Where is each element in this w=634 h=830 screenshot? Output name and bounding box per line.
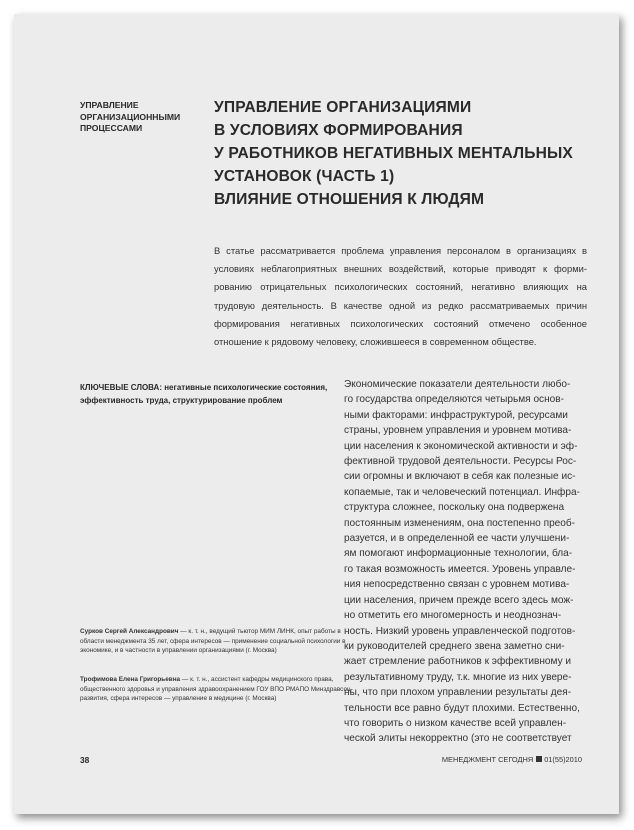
body-line: но отметить его многомерность и неоднознач-: [344, 610, 562, 622]
body-line: разуется, и в определенной ее части улучшени-: [344, 533, 570, 545]
author-note-line: общественного здоровья и управления здравоохранением ГОУ ВПО РМАПО Минздравсоц-: [80, 685, 353, 693]
author-note: [80, 675, 353, 704]
abstract-line: рованию отрицательных психологических состояний, негативно влияющих на: [214, 281, 587, 293]
body-line: жает стремление работников к эффективному и: [344, 656, 572, 668]
body-line: структура сложнее, поскольку она подвержена: [344, 502, 565, 514]
body-line: страны, уровнем управления и уровнем мотива-: [344, 425, 572, 437]
body-line: что говорить о низком качестве всей управлен-: [344, 717, 567, 729]
keywords: [80, 382, 330, 407]
section-label-line: ОРГАНИЗАЦИОННЫМИ: [80, 111, 181, 122]
author-note-text: — к. т. н., ассистент кафедры медицинского права,: [180, 676, 334, 683]
body-line: фективной трудовой деятельности. Ресурсы Рос-: [344, 456, 577, 468]
abstract-line: трудовую деятельность. В качестве одной из редко рассматриваемых причин: [214, 299, 587, 311]
title-line: УПРАВЛЕНИЕ ОРГАНИЗАЦИЯМИ: [214, 99, 472, 116]
title-line: УСТАНОВОК (ЧАСТЬ 1): [214, 168, 395, 185]
article-title: [214, 96, 604, 211]
page-number: 38: [80, 755, 90, 765]
author-note-line: развития, сфера интересов — управление в медицине (г. Москва): [80, 695, 277, 703]
body-line: Экономические показатели деятельности любо-: [344, 379, 571, 390]
author-name: Трофимова Елена Григорьевна: [80, 676, 181, 683]
body-line: го государства определяются четырьмя основ-: [344, 394, 565, 406]
body-line: тельности все равно будут плохими. Естественно,: [344, 702, 580, 714]
keywords-line: эффективность труда, структурирование проблем: [80, 395, 283, 405]
abstract-line: условиях неблагоприятных внешних воздействий, которые приводят к форми-: [214, 263, 587, 275]
article-abstract: [214, 242, 587, 351]
body-line: ческой элиты некорректно (это не соответствует: [344, 733, 572, 745]
body-line: сии огромны и включают в себя как полезные ис-: [344, 471, 576, 483]
author-note-text: — к. т. н., ведущий тьютор МИМ ЛИНК, опыт работы в: [178, 628, 341, 635]
title-line: У РАБОТНИКОВ НЕГАТИВНЫХ МЕНТАЛЬНЫХ: [214, 145, 573, 162]
journal-name: МЕНЕДЖМЕНТ СЕГОДНЯ: [441, 755, 534, 764]
body-line: ными факторами: инфраструктурой, ресурсами: [344, 409, 568, 421]
author-name: Сурков Сергей Александрович: [80, 628, 179, 635]
body-line: результативному труду, т.к. многие из них уверe-: [344, 671, 572, 683]
body-line: ность. Низкий уровень управленческой подготов-: [344, 625, 576, 637]
section-label-line: ПРОЦЕССАМИ: [80, 123, 143, 133]
author-note: [80, 627, 346, 656]
article-body: [344, 377, 587, 747]
body-line: ны, что при плохом управлении результаты дея-: [344, 687, 572, 699]
section-label-line: УПРАВЛЕНИЕ: [80, 100, 139, 110]
body-line: ния непосредственно связан с уровнем мотива-: [344, 579, 570, 591]
body-line: ции населения к экономической активности и эф-: [344, 440, 578, 452]
abstract-line: формирования негативных психологических состояний отмечено особенное: [214, 317, 587, 329]
author-note-line: области менеджмента 35 лет, сфера интересов — применение социальной психологии в: [80, 637, 346, 645]
abstract-line: В статье рассматривается проблема управления персоналом в организациях в: [214, 245, 587, 256]
body-line: ки руководителей среднего звена заметно сни-: [344, 640, 565, 652]
author-note-line: экономике, и в частности в управлении организациями (г. Москва): [80, 647, 277, 655]
body-line: ям помогают информационные технологии, бла-: [344, 548, 573, 560]
journal-footer: [442, 755, 582, 764]
body-line: копаемые, так и человеческий потенциал. Инфра-: [344, 486, 580, 498]
author-note-line: [80, 675, 334, 685]
body-line: постоянным изменениям, она постепенно преоб-: [344, 517, 576, 529]
body-line: го такая возможность имеется. Уровень управле-: [344, 563, 576, 575]
title-line: ВЛИЯНИЕ ОТНОШЕНИЯ К ЛЮДЯМ: [214, 191, 485, 208]
author-note-line: [80, 627, 341, 637]
section-label: [80, 100, 200, 135]
body-line: ции населения, причем прежде всего здесь мож-: [344, 594, 574, 606]
journal-page: [14, 14, 619, 814]
keywords-line: КЛЮЧЕВЫЕ СЛОВА: негативные психологические состояния,: [80, 383, 328, 392]
square-bullet-icon: [536, 756, 542, 762]
title-line: В УСЛОВИЯХ ФОРМИРОВАНИЯ: [214, 122, 463, 139]
abstract-line: отношение к рядовому человеку, сложившееся в современном обществе.: [214, 336, 537, 348]
journal-issue: 01(55)2010: [544, 755, 582, 764]
